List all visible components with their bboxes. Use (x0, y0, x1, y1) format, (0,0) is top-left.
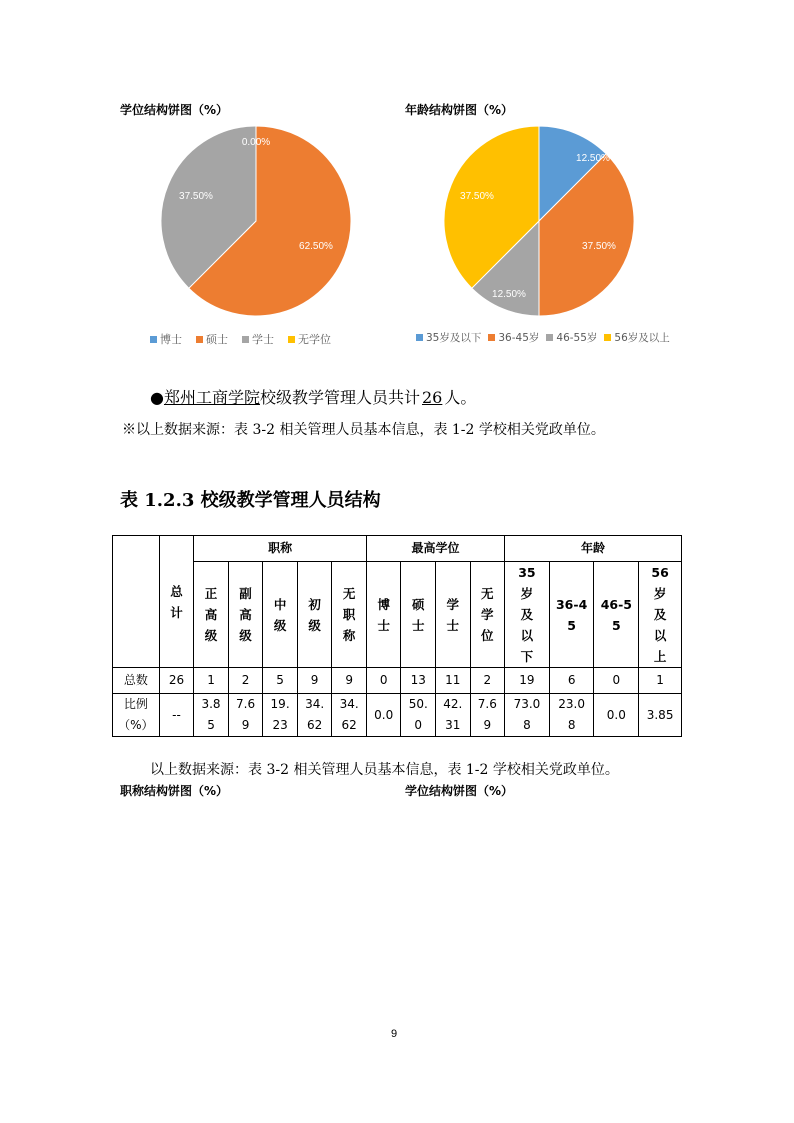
cell-line: 19. (270, 697, 290, 711)
cell-line: 2 (241, 673, 250, 687)
cell-line: 6 (567, 673, 576, 687)
pie-chart-age (433, 115, 653, 325)
table-cell (401, 668, 436, 694)
legend-swatch (488, 334, 495, 341)
table-corner-cell (113, 536, 160, 668)
cell-line: 总 (170, 583, 183, 599)
table-cell (366, 668, 401, 694)
legend-swatch (604, 334, 611, 341)
table-cell (401, 694, 436, 737)
section-title: 表 1.2.3 校级教学管理人员结构 (120, 490, 381, 511)
data-label: 0.00% (241, 137, 271, 148)
cell-line: 以 (653, 628, 667, 643)
legend-label: 56岁及以上 (614, 332, 670, 344)
cell-line: 士 (377, 617, 390, 633)
table-cell (332, 668, 367, 694)
cell-line: 34. (339, 697, 359, 711)
cell-line: 位 (481, 628, 494, 643)
table-cell (505, 694, 550, 737)
table-row (113, 694, 682, 737)
legend-item (546, 330, 597, 345)
cell-line: 7.6 (236, 697, 256, 711)
cell-line: 8 (523, 718, 531, 732)
cell-line: 7.6 (477, 697, 497, 711)
table-cell (228, 694, 263, 737)
cell-line: 级 (204, 628, 218, 643)
legend-item (196, 331, 228, 347)
chart-title-age: 年龄结构饼图（%） (405, 103, 514, 117)
cell-line: 高 (204, 607, 218, 622)
legend-swatch (242, 336, 249, 343)
table-cell (366, 694, 401, 737)
table-cell (228, 668, 263, 694)
cell-line: 5 (567, 617, 576, 633)
legend-item (150, 331, 182, 347)
cell-line: 级 (273, 617, 287, 633)
legend-item (604, 330, 669, 345)
data-label: 37.50% (460, 191, 494, 202)
data-label: 12.50% (576, 153, 610, 164)
cell-line: 上 (653, 649, 667, 664)
legend-item (242, 331, 274, 347)
table-cell (594, 668, 639, 694)
table-row (113, 668, 682, 694)
table-group-header-row (113, 536, 682, 562)
legend-label: 无学位 (298, 333, 331, 346)
cell-line: 62 (306, 718, 323, 732)
table-cell (297, 694, 332, 737)
cell-line: 23 (272, 718, 288, 732)
cell-line: 称 (342, 628, 356, 643)
cell-line: 岁 (653, 586, 667, 601)
legend-age (416, 330, 670, 345)
cell-line: 9 (345, 673, 353, 687)
legend-label: 36-45岁 (498, 332, 540, 344)
cell-line: 级 (239, 628, 252, 643)
sub-header-cell (505, 562, 550, 668)
table-cell (594, 694, 639, 737)
table-cell (549, 668, 594, 694)
table-cell (159, 668, 194, 694)
cell-line: 11 (445, 673, 461, 687)
data-label: 62.50% (299, 241, 333, 252)
cell-line: 3.8 (201, 697, 221, 711)
cell-line: 中 (273, 596, 287, 612)
cell-line: 9 (310, 673, 319, 687)
page-number: 9 (391, 1028, 398, 1040)
row-label (113, 668, 160, 694)
cell-line: 无 (481, 586, 494, 601)
legend-swatch (416, 334, 423, 341)
cell-line: 0 (379, 673, 388, 687)
cell-line: 总数 (123, 673, 148, 687)
table-cell (263, 694, 298, 737)
sub-header-cell (470, 562, 505, 668)
school-name: 郑州工商学院 (163, 388, 260, 407)
cell-line: 及 (520, 607, 534, 622)
cell-line: 士 (446, 617, 460, 633)
cell-line: 34. (305, 697, 325, 711)
legend-item (416, 330, 481, 345)
table-cell (505, 668, 550, 694)
legend-item (288, 331, 331, 347)
legend-swatch (150, 336, 157, 343)
data-label: 37.50% (582, 241, 616, 252)
cell-line: 42. (443, 697, 463, 711)
chart-title-rank-bottom: 职称结构饼图（%） (120, 784, 229, 798)
cell-line: 26 (168, 673, 185, 687)
cell-line: 下 (520, 649, 534, 664)
summary-line (150, 385, 476, 408)
table-cell (263, 668, 298, 694)
cell-line: 50. (408, 697, 428, 711)
cell-line: 岁 (520, 586, 534, 601)
cell-line: 初 (308, 596, 321, 612)
staff-count: 26 (422, 388, 443, 407)
cell-line: 73.0 (513, 697, 541, 711)
legend-swatch (546, 334, 553, 341)
cell-line: 0 (612, 673, 621, 687)
cell-line: 硕 (411, 596, 425, 612)
sub-header-cell (228, 562, 263, 668)
cell-line: 及 (653, 607, 667, 622)
cell-line: 3.85 (646, 707, 674, 722)
cell-line: 2 (483, 673, 492, 687)
row-label (113, 694, 160, 737)
header-title-rank: 职称 (194, 536, 367, 562)
summary-text-end: 人。 (444, 388, 477, 407)
legend-label: 学士 (252, 333, 274, 346)
header-degree: 最高学位 (366, 536, 504, 562)
cell-line: 1 (656, 673, 664, 687)
table-cell (639, 668, 682, 694)
sub-header-cell (332, 562, 367, 668)
legend-swatch (288, 336, 295, 343)
cell-line: 36-4 (555, 596, 588, 612)
cell-line: 35 (518, 565, 536, 580)
cell-line: 56 (651, 565, 669, 580)
table-cell (297, 668, 332, 694)
cell-line: 职 (342, 607, 356, 622)
cell-line: 13 (410, 673, 426, 687)
cell-line: 正 (204, 586, 218, 601)
sub-header-cell (594, 562, 639, 668)
cell-line: 46-5 (600, 596, 632, 612)
table-cell (639, 694, 682, 737)
cell-line: 学 (481, 607, 494, 622)
bullet-icon: ● (150, 388, 164, 407)
legend-degree (150, 331, 331, 347)
table-cell (194, 668, 229, 694)
cell-line: 9 (483, 718, 492, 732)
table-cell (549, 694, 594, 737)
chart-title-degree: 学位结构饼图（%） (120, 103, 229, 117)
staff-structure-table (112, 535, 682, 737)
cell-line: 士 (411, 617, 425, 633)
table-cell (194, 694, 229, 737)
legend-swatch (196, 336, 203, 343)
cell-line: 副 (239, 586, 252, 601)
cell-line: 计 (170, 604, 183, 620)
cell-line: 5 (207, 718, 215, 732)
table-cell (470, 668, 505, 694)
cell-line: 0.0 (606, 707, 626, 722)
table-sub-header-row (113, 562, 682, 668)
table-cell (436, 668, 471, 694)
data-label: 12.50% (492, 289, 526, 300)
sub-header-cell (549, 562, 594, 668)
data-source-note: ※以上数据来源：表 3-2 相关管理人员基本信息，表 1-2 学校相关党政单位。 (122, 422, 605, 438)
table-cell (159, 694, 194, 737)
cell-line: 无 (342, 586, 356, 601)
sub-header-cell (366, 562, 401, 668)
cell-line: 9 (241, 718, 250, 732)
table-cell (332, 694, 367, 737)
cell-line: 8 (567, 718, 576, 732)
legend-label: 博士 (160, 333, 182, 346)
legend-label: 46-55岁 (556, 332, 598, 344)
cell-line: 级 (308, 617, 321, 633)
data-label: 37.50% (179, 191, 213, 202)
cell-line: 5 (276, 673, 284, 687)
cell-line: 0.0 (374, 707, 394, 722)
chart-title-degree-bottom: 学位结构饼图（%） (405, 784, 514, 798)
sub-header-cell (263, 562, 298, 668)
sub-header-cell (639, 562, 682, 668)
cell-line: 以 (520, 628, 534, 643)
cell-line: 31 (445, 718, 461, 732)
sub-header-cell (194, 562, 229, 668)
sub-header-cell (297, 562, 332, 668)
cell-line: 学 (446, 596, 460, 612)
cell-line: （%） (118, 718, 154, 732)
cell-line: -- (172, 707, 181, 722)
header-total (159, 536, 194, 668)
cell-line: 比例 (123, 697, 148, 711)
cell-line: 5 (611, 617, 621, 633)
cell-line: 19 (519, 673, 535, 687)
table-cell (470, 694, 505, 737)
cell-line: 62 (341, 718, 357, 732)
cell-line: 高 (239, 607, 252, 622)
summary-text: 校级教学管理人员共计 (259, 388, 420, 407)
legend-label: 35岁及以下 (426, 332, 482, 344)
table-cell (436, 694, 471, 737)
cell-line: 1 (207, 673, 215, 687)
cell-line: 0 (414, 718, 423, 732)
cell-line: 博 (377, 596, 390, 612)
data-source-note-2: 以上数据来源：表 3-2 相关管理人员基本信息，表 1-2 学校相关党政单位。 (150, 762, 619, 778)
sub-header-cell (401, 562, 436, 668)
sub-header-cell (436, 562, 471, 668)
header-age: 年龄 (505, 536, 682, 562)
cell-line: 23.0 (558, 697, 585, 711)
legend-item (488, 330, 539, 345)
legend-label: 硕士 (206, 333, 228, 346)
pie-chart-degree (150, 115, 370, 325)
